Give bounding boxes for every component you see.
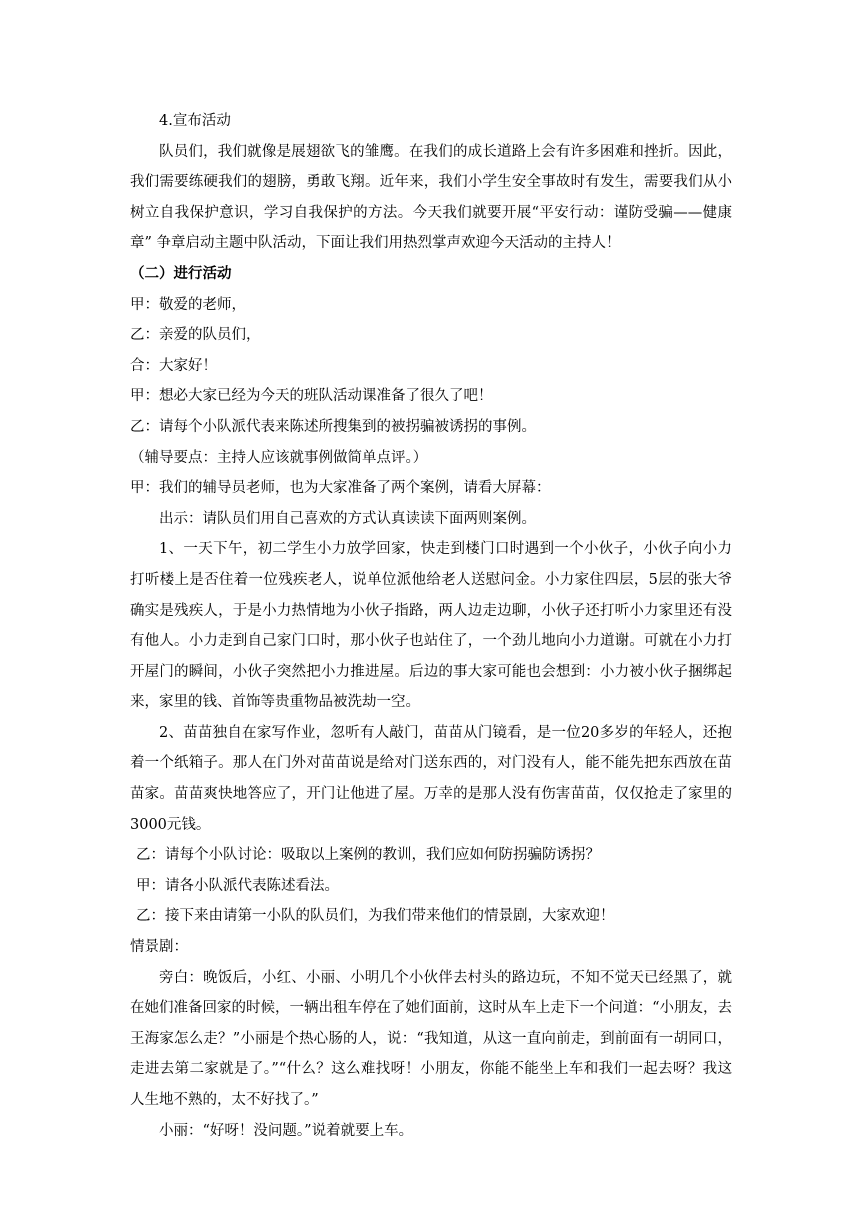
document-body [130,106,732,1146]
case-1-paragraph: 1、一天下午，初二学生小力放学回家，快走到楼门口时遇到一个小伙子，小伙子向小力打听楼上是否住着一位残疾老人，说单位派他给老人送慰问金。小力家住四层，5层的张大爷确实是残疾人，于是小力热情地为小伙子指路，两人边走边聊，小伙子还打听小力家里还有没有他人。小力走到自己家门口时，那小伙子也站住了，一个劲儿地向小力道谢。可就在小力打开屋门的瞬间，小伙子突然把小力推进屋。后边的事大家可能也会想到：小力被小伙子捆绑起来，家里的钱、首饰等贵重物品被洗劫一空。 [130,541,732,711]
dialog-line: 甲：想必大家已经为今天的班队活动课准备了很久了吧！ [130,388,493,405]
section-heading: （二）进行活动 [130,265,232,282]
dialog-line: 小丽：“好呀！没问题。”说着就要上车。 [159,1122,414,1139]
paragraph-section-title: 4.宣布活动 [159,113,231,129]
dialog-line: 乙：请每个小队讨论：吸取以上案例的教训，我们应如何防拐骗防诱拐？ [136,847,600,864]
dialog-line: 乙：亲爱的队员们， [130,327,261,344]
dialog-line: 甲：请各小队派代表陈述看法。 [136,877,339,894]
case-2-paragraph: 2、苗苗独自在家写作业，忽听有人敲门，苗苗从门镜看，是一位20多岁的年轻人，还抱着一个纸箱子。那人在门外对苗苗说是给对门送东西的，对门没有人，能不能先把东西放在苗苗家。苗苗爽快地答应了，开门让他进了屋。万幸的是那人没有伤害苗苗，仅仅抢走了家里的3000元钱。 [130,724,732,833]
dialog-line: 甲：我们的辅导员老师，也为大家准备了两个案例，请看大屏幕： [130,480,551,497]
dialog-line: 甲：敬爱的老师， [130,296,246,313]
dialog-line: 乙：接下来由请第一小队的队员们，为我们带来他们的情景剧，大家欢迎！ [136,908,615,925]
dialog-line: 乙：请每个小队派代表来陈述所搜集到的被拐骗被诱拐的事例。 [130,418,536,435]
skit-label: 情景剧： [130,939,188,956]
guidance-note: （辅导要点：主持人应该就事例做简单点评。） [130,449,428,466]
paragraph-intro: 队员们，我们就像是展翅欲飞的雏鹰。在我们的成长道路上会有许多困难和挫折。因此，我们需要练硬我们的翅膀，勇敢飞翔。近年来，我们小学生安全事故时有发生，需要我们从小树立自我保护意识，学习自我保护的方法。今天我们就要开展“平安行动：谨防受骗——健康章” 争章启动主题中队活动，下面让我们用热烈掌声欢迎今天活动的主持人！ [130,143,732,252]
narration-paragraph: 旁白：晚饭后，小红、小丽、小明几个小伙伴去村头的路边玩，不知不觉天已经黑了，就在她们准备回家的时候，一辆出租车停在了她们面前，这时从车上走下一个问道：“小朋友，去王海家怎么走？”小丽是个热心肠的人，说：“我知道，从这一直向前走，到前面有一胡同口，走进去第二家就是了。”“什么？这么难找呀！小朋友，你能不能坐上车和我们一起去呀？我这人生地不熟的，太不好找了。” [130,969,732,1108]
dialog-line: 合：大家好！ [130,357,217,374]
paragraph-show: 出示：请队员们用自己喜欢的方式认真读读下面两则案例。 [159,510,536,527]
